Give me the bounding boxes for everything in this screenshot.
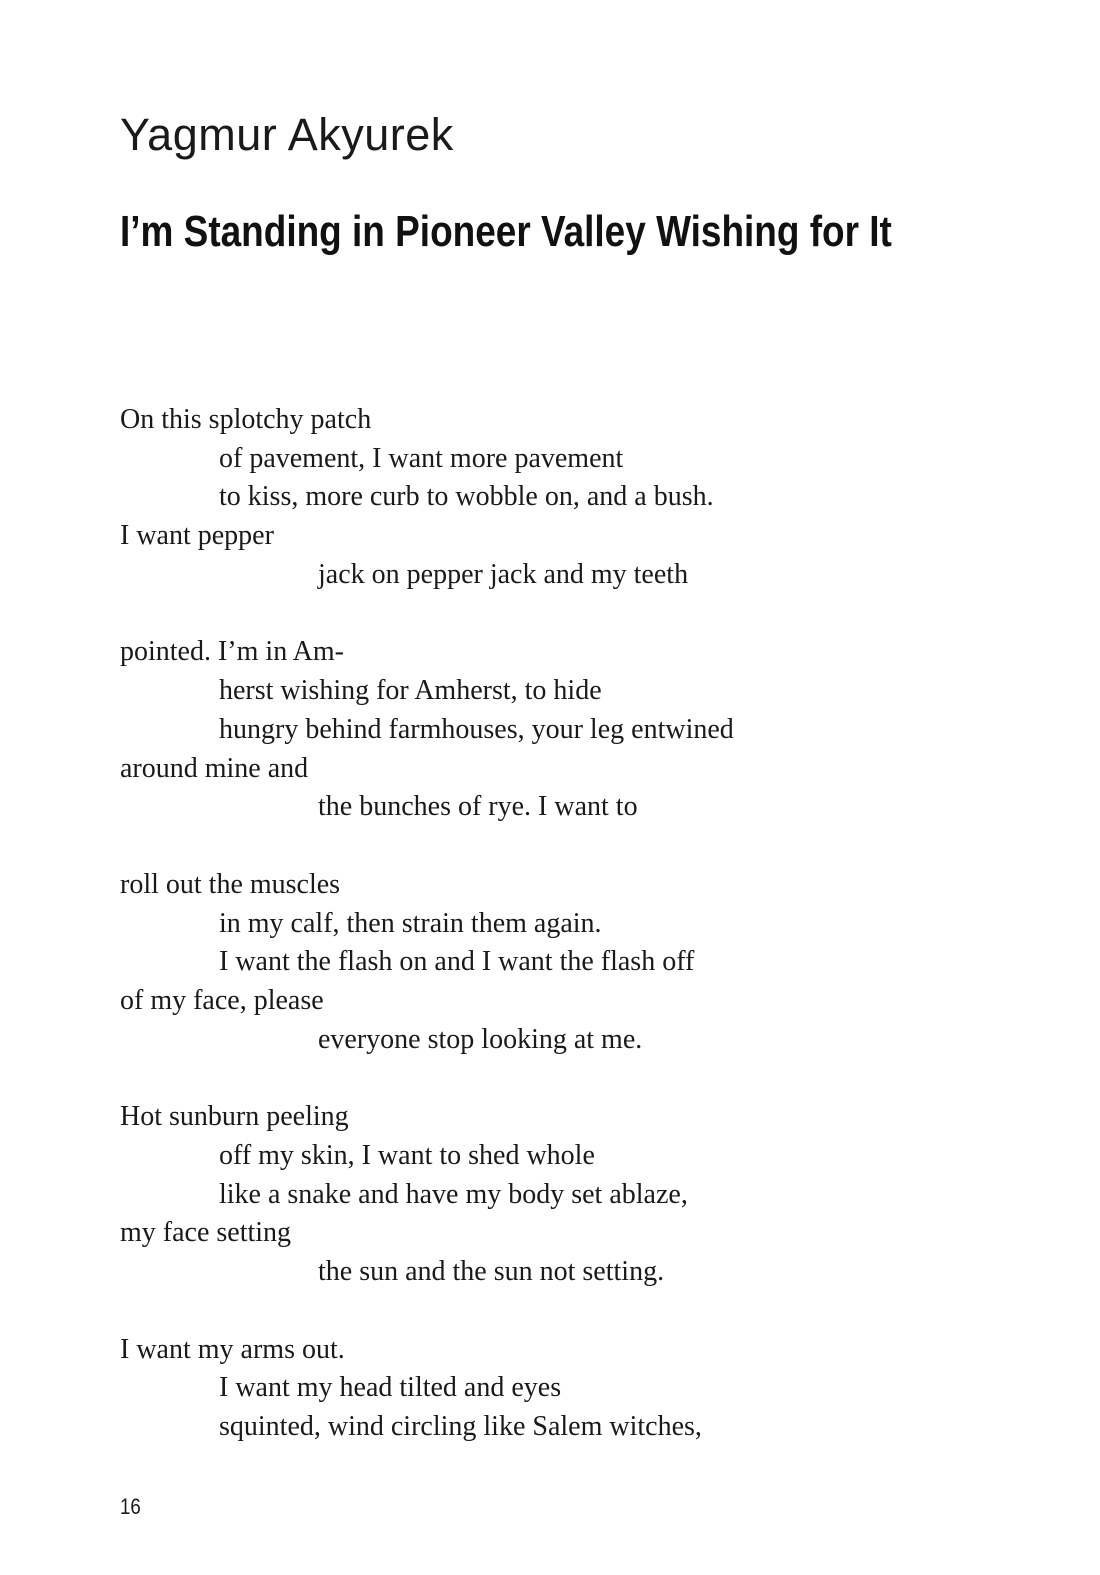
page-number: 16 xyxy=(120,1494,141,1519)
poem-line: of pavement, I want more pavement xyxy=(219,442,624,474)
stanza xyxy=(120,1098,1020,1291)
stanza xyxy=(120,401,1020,594)
poem-line: Hot sunburn peeling xyxy=(120,1101,349,1133)
poem-line: jack on pepper jack and my teeth xyxy=(318,558,689,590)
poem-line: On this splotchy patch xyxy=(120,404,372,435)
stanza xyxy=(120,866,1020,1059)
author-name: Yagmur Akyurek xyxy=(120,109,454,160)
poem-line: pointed. I’m in Am- xyxy=(120,636,344,668)
poem-line: of my face, please xyxy=(120,984,324,1016)
poem-line: everyone stop looking at me. xyxy=(318,1023,643,1055)
poem-line: to kiss, more curb to wobble on, and a bush. xyxy=(219,481,714,513)
poem-line: I want pepper xyxy=(120,520,274,552)
poem-line: herst wishing for Amherst, to hide xyxy=(219,675,602,707)
poem-title: I’m Standing in Pioneer Valley Wishing for It xyxy=(120,207,892,256)
poem-line: hungry behind farmhouses, your leg entwined xyxy=(219,713,734,745)
poem-line: I want my arms out. xyxy=(120,1333,345,1365)
poem-line: my face setting xyxy=(120,1217,292,1249)
poem-line: squinted, wind circling like Salem witches, xyxy=(219,1411,702,1443)
poem-line: I want my head tilted and eyes xyxy=(219,1372,562,1404)
poem-line: the bunches of rye. I want to xyxy=(318,791,638,823)
stanza xyxy=(120,633,1020,826)
stanza xyxy=(120,1331,1020,1447)
poem-line: in my calf, then strain them again. xyxy=(219,907,602,939)
poem-line: roll out the muscles xyxy=(120,868,341,900)
poem-line: like a snake and have my body set ablaze, xyxy=(219,1178,688,1210)
poem-body xyxy=(120,401,1020,1486)
poem-line: the sun and the sun not setting. xyxy=(318,1256,665,1288)
poem-line: around mine and xyxy=(120,752,309,784)
poem-line: I want the flash on and I want the flash off xyxy=(219,946,695,978)
poem-line: off my skin, I want to shed whole xyxy=(219,1140,595,1171)
